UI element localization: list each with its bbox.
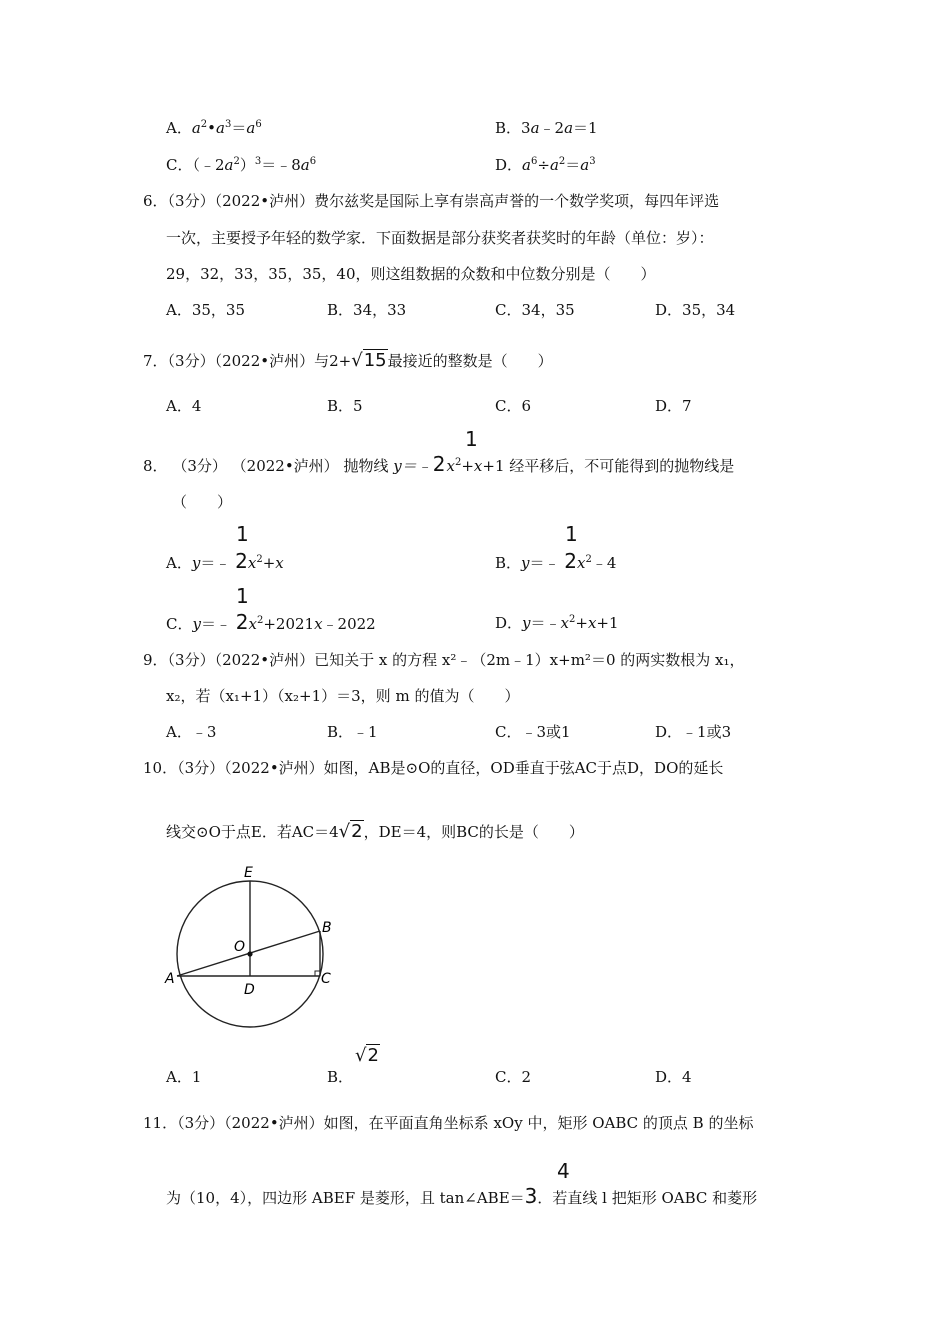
q9-option-a: A．﹣3: [166, 723, 217, 741]
q6-option-c: C．34，35: [495, 301, 575, 319]
q8-frac-num: 1: [465, 427, 478, 451]
q6-source: （2022•泸州）: [214, 192, 315, 210]
q10-option-a: A．1: [166, 1068, 202, 1086]
q6-option-a: A．35，35: [166, 301, 246, 319]
q9-line1: 9．（3分）（2022•泸州）已知关于 x 的方程 x²﹣（2m﹣1）x+m²＝0 的两实数根为 x₁，: [143, 651, 745, 669]
q11-line1: 11．（3分）（2022•泸州）如图，在平面直角坐标系 xOy 中，矩形 OABC 的顶点 B 的坐标: [143, 1114, 754, 1132]
q6-option-d: D．35，34: [655, 301, 736, 319]
q8c-frac-num: 1: [236, 584, 249, 608]
q8b-frac-num: 1: [565, 522, 578, 546]
q7-option-d: D．7: [655, 397, 692, 415]
q5-option-a: A．$a^2•a^3=a^6$: [166, 119, 262, 137]
q8-line2: （ ）: [172, 493, 233, 511]
center-point: [247, 951, 252, 956]
label-a: A: [165, 971, 175, 987]
q5-option-c: C．$(﹣2a^2)^3=﹣8a^6$: [166, 156, 317, 174]
q5-option-d: D．$a^6\div a^2=a^3$: [495, 156, 596, 174]
q11-line2: 为（10，4），四边形 ABEF 是菱形，且 tan∠ABE＝3．若直线 l 把矩形 OABC 和菱形: [166, 1184, 758, 1208]
q8-option-c: C．y＝﹣ $2x^2+2021x﹣2022$: [166, 610, 376, 634]
q6-number: 6．: [143, 192, 168, 210]
q8-option-b: B．y＝﹣ $2x^2﹣4$: [495, 549, 617, 573]
q6-line1: 6．（3分）（2022•泸州）费尔兹奖是国际上享有崇高声誉的一个数学奖项，每四年评选: [143, 192, 720, 210]
q5-option-b: B．3a﹣2a＝1: [495, 119, 598, 137]
q7-stem: 7．（3分）（2022•泸州）与2+√15最接近的整数是（ ）: [143, 350, 553, 371]
q6-option-b: B．34，33: [327, 301, 407, 319]
q7-option-c: C．6: [495, 397, 532, 415]
q11-frac-num: 4: [557, 1159, 570, 1183]
q9-option-c: C．﹣3或1: [495, 723, 571, 741]
q8-option-d: D．$y=﹣x^2+x+1$: [495, 614, 619, 632]
label-d: D: [244, 982, 255, 998]
q10-line1: 10．（3分）（2022•泸州）如图，AB是⊙O的直径，OD垂直于弦AC于点D，DO的延长: [143, 759, 724, 777]
label-e: E: [244, 865, 253, 881]
q10-option-c: C．2: [495, 1068, 532, 1086]
q10-option-b-value: √2: [355, 1045, 379, 1066]
q9-option-b: B．﹣1: [327, 723, 378, 741]
q8-stem: 8． （3分） （2022•泸州） 抛物线 $y=﹣2x^2+x+1$ 经平移后，不可能得到的抛物线是: [143, 452, 735, 476]
q7-option-b: B．5: [327, 397, 363, 415]
q8-option-a: A．y＝﹣ $2x^2+x$: [166, 549, 284, 573]
q9-line2: x₂，若（x₁+1）（x₂+1）＝3，则 m 的值为（ ）: [166, 687, 520, 705]
circle-figure: [160, 860, 350, 1035]
q9-option-d: D．﹣1或3: [655, 723, 732, 741]
q10-option-d: D．4: [655, 1068, 692, 1086]
q10-line2: 线交⊙O于点E．若AC＝4√2，DE＝4，则BC的长是（ ）: [166, 821, 584, 842]
q10-option-b-label: B．: [327, 1068, 354, 1086]
q6-line2: 一次，主要授予年轻的数学家．下面数据是部分获奖者获奖时的年龄（单位：岁）：: [166, 229, 714, 247]
sqrt-15: √15: [351, 350, 387, 371]
q6-score: （3分）: [167, 192, 215, 210]
q7-option-a: A．4: [166, 397, 202, 415]
q11-frac-den: 3: [524, 1184, 538, 1208]
q8-frac-den: 2: [432, 452, 446, 476]
label-o: O: [234, 939, 246, 955]
sqrt-2: √2: [338, 821, 363, 842]
label-c: C: [321, 971, 331, 987]
label-b: B: [322, 920, 332, 936]
q8a-frac-num: 1: [236, 522, 249, 546]
q6-line3: 29，32，33，35，35，40，则这组数据的众数和中位数分别是（ ）: [166, 265, 656, 283]
